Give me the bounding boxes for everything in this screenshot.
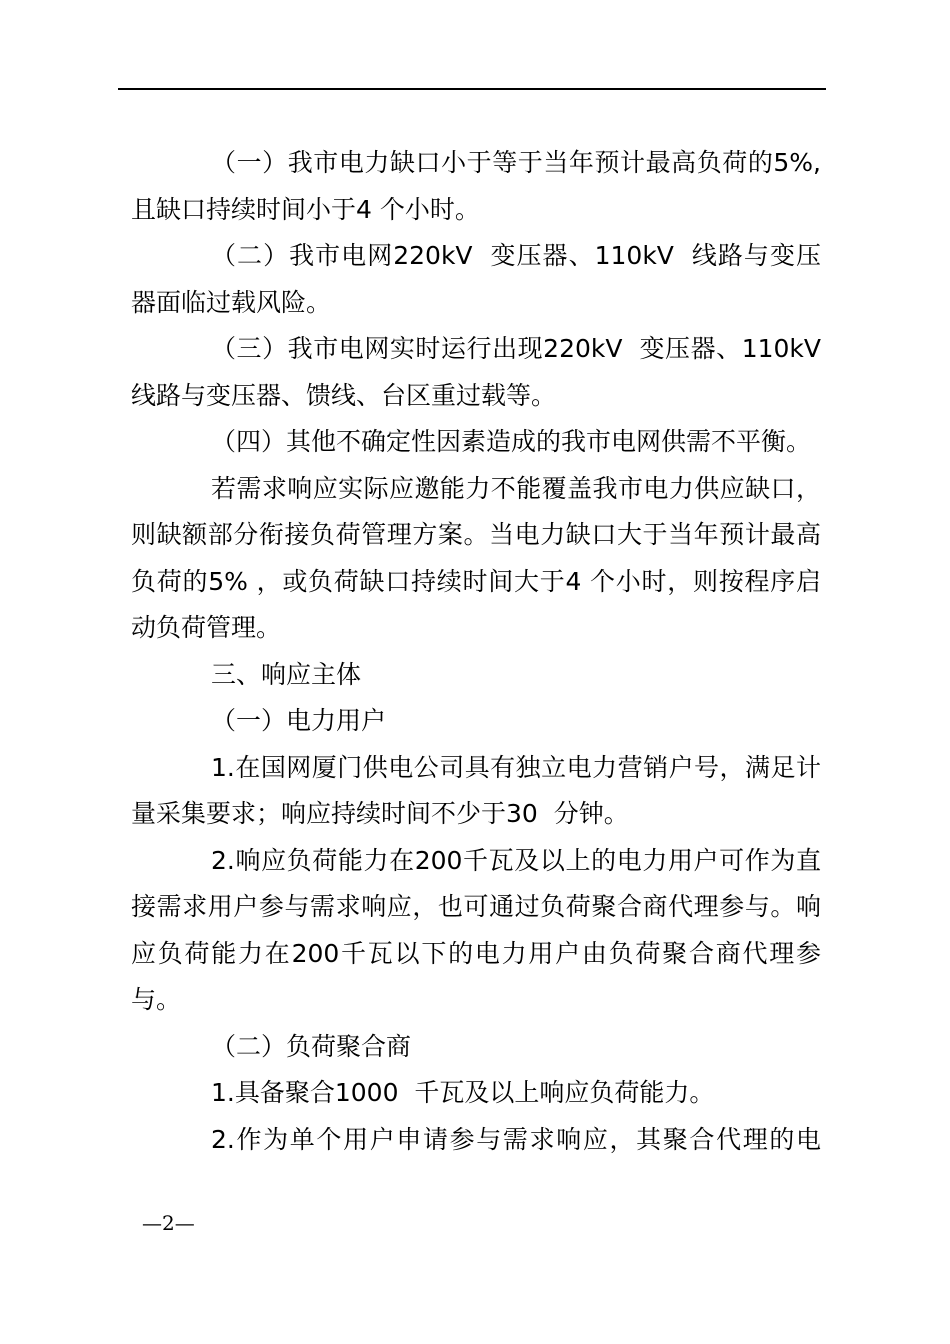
paragraph-condition-2: （二）我市电网220kV 变压器、110kV 线路与变压器面临过载风险。 — [131, 241, 821, 317]
paragraph-aggregators-2: 2.作为单个用户申请参与需求响应，其聚合代理的电 — [211, 1124, 821, 1154]
section-heading-response-subjects: 三、响应主体 — [211, 659, 362, 689]
paragraph-condition-4: （四）其他不确定性因素造成的我市电网供需不平衡。 — [211, 427, 812, 456]
document-body — [131, 140, 837, 1163]
paragraph-power-users-2: 2.响应负荷能力在200千瓦及以上的电力用户可作为直接需求用户参与需求响应，也可通过负荷聚合商代理参与。响应负荷能力在200千瓦以下的电力用户由负荷聚合商代理参与。 — [131, 845, 821, 1014]
paragraph-aggregators-1: 1.具备聚合1000 千瓦及以上响应负荷能力。 — [211, 1078, 715, 1107]
subheading-power-users: （一）电力用户 — [211, 706, 387, 735]
header-rule — [118, 88, 826, 90]
page-number: —2— — [142, 1211, 195, 1235]
paragraph-power-users-1: 1.在国网厦门供电公司具有独立电力营销户号，满足计量采集要求；响应持续时间不少于30 分钟。 — [131, 752, 821, 828]
paragraph-condition-3: （三）我市电网实时运行出现220kV 变压器、110kV 线路与变压器、馈线、台区重过载等。 — [131, 334, 837, 410]
paragraph-condition-1: （一）我市电力缺口小于等于当年预计最高负荷的5%,且缺口持续时间小于4 个小时。 — [131, 148, 821, 224]
subheading-load-aggregators: （二）负荷聚合商 — [211, 1031, 412, 1061]
paragraph-shortfall-note: 若需求响应实际应邀能力不能覆盖我市电力供应缺口，则缺额部分衔接负荷管理方案。当电力缺口大于当年预计最高负荷的5% ，或负荷缺口持续时间大于4 个小时，则按程序启动负荷管理。 — [131, 473, 821, 642]
